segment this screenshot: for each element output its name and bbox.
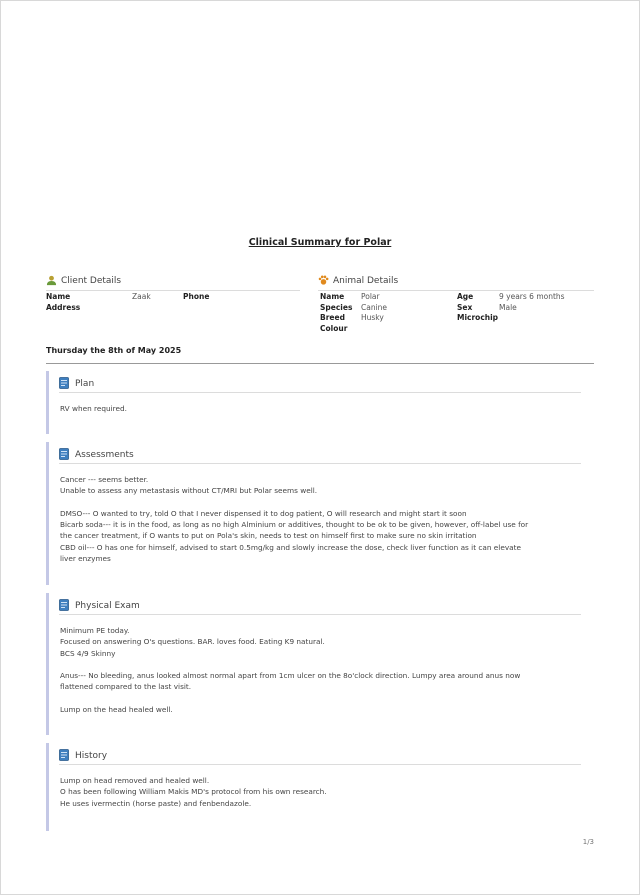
plan-section <box>46 371 583 434</box>
animal-breed-value: Husky <box>361 313 384 322</box>
plan-line: RV when required. <box>60 404 127 413</box>
history-line: O has been following William Makis MD's protocol from his own research. <box>60 787 327 797</box>
history-section <box>46 743 583 831</box>
client-phone <box>183 292 209 303</box>
document-icon <box>59 599 69 611</box>
history-heading: History <box>75 751 108 761</box>
animal-labels <box>320 292 352 334</box>
animal-species-value: Canine <box>361 302 388 312</box>
physical-exam-header <box>59 599 581 615</box>
document-icon <box>59 377 69 389</box>
animal-name-label: Name <box>320 292 345 301</box>
exam-line: Lump on the head healed well. <box>60 705 173 715</box>
physical-exam-heading: Physical Exam <box>75 601 140 611</box>
client-labels <box>46 292 126 313</box>
client-details-heading: Client Details <box>61 276 122 286</box>
assessment-line: Bicarb soda--- it is in the food, as long as no high Alminium or additives, thought to be ok to be given, however, off-label use for <box>60 520 529 530</box>
paw-icon <box>318 275 329 286</box>
assessments-header <box>59 448 581 464</box>
animal-labels-right <box>457 292 498 324</box>
exam-line: Anus--- No bleeding, anus looked almost normal apart from 1cm ulcer on the 8o'clock direction. Lumpy area around anus now <box>60 671 521 681</box>
assessments-section <box>46 442 583 585</box>
assessment-line: Cancer --- seems better. <box>60 475 149 484</box>
assessment-line: Unable to assess any metastasis without CT/MRI but Polar seems well. <box>60 486 318 496</box>
plan-header <box>59 377 581 393</box>
client-details-header <box>46 274 300 291</box>
history-header <box>59 749 581 765</box>
animal-species-label: Species <box>320 302 353 312</box>
exam-line: Minimum PE today. <box>60 626 130 635</box>
person-icon <box>46 275 57 286</box>
physical-exam-body <box>60 625 578 715</box>
assessments-heading: Assessments <box>75 450 134 460</box>
animal-age-value: 9 years 6 months <box>499 292 565 301</box>
animal-microchip-label: Microchip <box>457 313 499 322</box>
assessments-body <box>60 474 578 564</box>
assessment-line: DMSO--- O wanted to try, told O that I never dispensed it to dog patient, O will research and might start it soon <box>60 508 467 518</box>
history-line: He uses ivermectin (horse paste) and fenbendazole. <box>60 798 252 808</box>
page-number: 1/3 <box>582 838 594 846</box>
client-name-label: Name <box>46 292 71 301</box>
animal-values-right <box>499 292 565 313</box>
animal-details-heading: Animal Details <box>333 276 399 286</box>
document-icon <box>59 448 69 460</box>
animal-breed-label: Breed <box>320 313 345 322</box>
physical-exam-section <box>46 593 583 735</box>
exam-line: flattened compared to the last visit. <box>60 682 192 692</box>
client-phone-label: Phone <box>183 292 210 301</box>
client-name-value: Zaak <box>132 292 151 301</box>
exam-line: Focused on answering O's questions. BAR. loves food. Eating K9 natural. <box>60 637 325 647</box>
animal-details-header <box>318 274 594 291</box>
animal-sex-label: Sex <box>457 302 473 312</box>
animal-name-value: Polar <box>361 292 380 301</box>
page-title: Clinical Summary for Polar <box>248 237 392 248</box>
animal-colour-label: Colour <box>320 323 348 333</box>
document-icon <box>59 749 69 761</box>
visit-date-text: Thursday the 8th of May 2025 <box>46 346 182 355</box>
history-line: Lump on head removed and healed well. <box>60 776 210 785</box>
animal-values <box>361 292 387 324</box>
assessment-line: liver enzymes <box>60 554 111 564</box>
client-address-label: Address <box>46 302 81 312</box>
history-body <box>60 775 578 809</box>
client-values <box>132 292 151 303</box>
exam-line: BCS 4/9 Skinny <box>60 648 116 658</box>
assessment-line: the cancer treatment, if O wants to put on Pola's skin, needs to test on himself first to make sure no skin irritation <box>60 531 477 541</box>
plan-body <box>60 403 578 414</box>
animal-sex-value: Male <box>499 302 517 312</box>
plan-heading: Plan <box>75 379 95 389</box>
assessment-line: CBD oil--- O has one for himself, advised to start 0.5mg/kg and slowly increase the dose, check liver function as it can elevate <box>60 542 521 552</box>
animal-age-label: Age <box>457 292 474 301</box>
visit-date <box>46 346 594 364</box>
